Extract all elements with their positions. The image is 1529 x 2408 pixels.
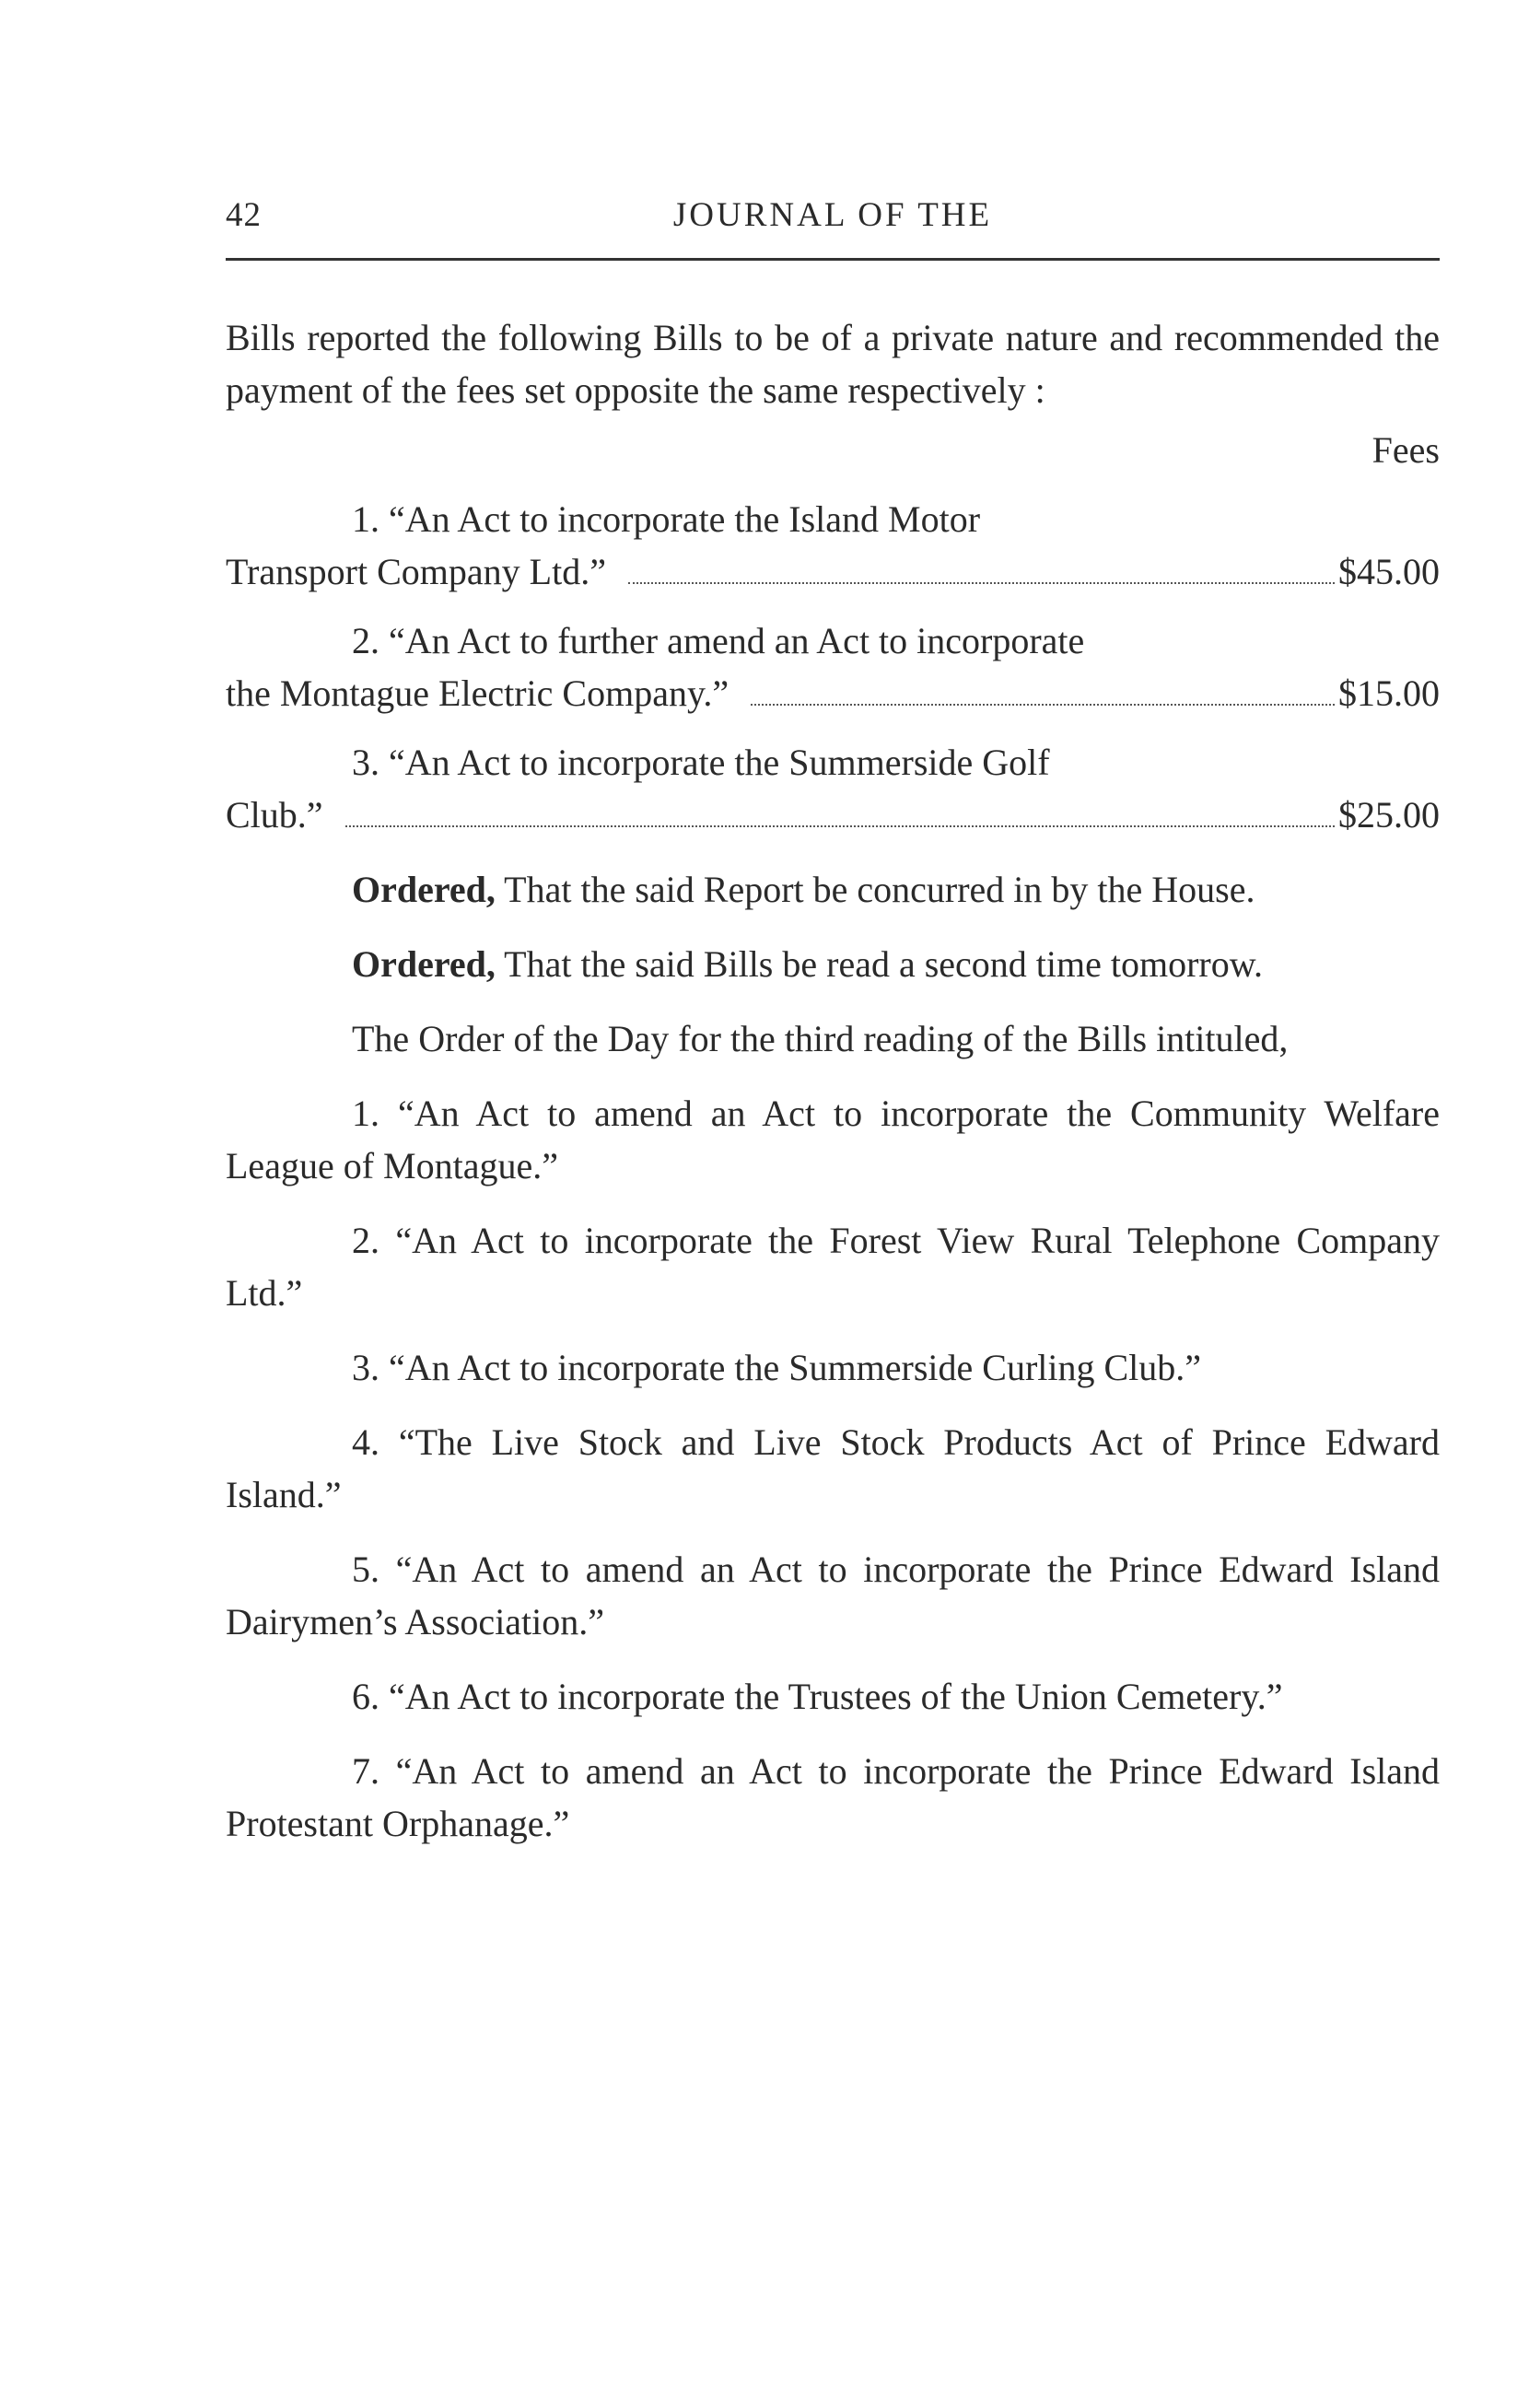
ordered-text: That the said Report be concurred in by the House. (495, 869, 1255, 910)
page-number: 42 (226, 196, 262, 234)
intro-paragraph: Bills reported the following Bills to be of a private nature and recommended the payment of the fees set opposite the same respectively : (226, 317, 1440, 411)
bill-item: 2. “An Act to incorporate the Forest View Rural Telephone Company Ltd.” (226, 1220, 1440, 1314)
fee-item-title-continued: Club.” (226, 794, 323, 836)
dot-leader (628, 581, 1335, 584)
ordered-second-reading-paragraph (226, 938, 1440, 990)
ordered-text: That the said Bills be read a second time tomorrow. (495, 943, 1264, 985)
fee-item-title: 3. “An Act to incorporate the Summerside Golf (352, 742, 1050, 783)
bill-item: 3. “An Act to incorporate the Summerside Curling Club.” (352, 1347, 1202, 1388)
fee-amount: $45.00 (1338, 551, 1440, 592)
header-rule (226, 258, 1440, 261)
bill-item: 4. “The Live Stock and Live Stock Products Act of Prince Edward Island.” (226, 1421, 1440, 1515)
fee-item-title: 1. “An Act to incorporate the Island Motor (352, 498, 981, 540)
fee-item (226, 493, 1440, 598)
fee-item-title-continued: Transport Company Ltd.” (226, 551, 606, 592)
page-body (226, 311, 1440, 1850)
bill-item: 6. “An Act to incorporate the Trustees of the Union Cemetery.” (352, 1676, 1283, 1717)
bill-item: 1. “An Act to amend an Act to incorporate the Community Welfare League of Montague.” (226, 1093, 1440, 1186)
ordered-label: Ordered, (352, 943, 496, 985)
fee-item-title: 2. “An Act to further amend an Act to incorporate (352, 620, 1085, 661)
fee-item (226, 614, 1440, 719)
running-title: JOURNAL OF THE (672, 196, 993, 234)
dot-leader (345, 824, 1335, 827)
bill-item: 5. “An Act to amend an Act to incorporate the Prince Edward Island Dairymen’s Association.” (226, 1549, 1440, 1642)
fee-item (226, 736, 1440, 841)
fee-amount: $25.00 (1338, 794, 1440, 836)
bill-item: 7. “An Act to amend an Act to incorporate the Prince Edward Island Protestant Orphanage.” (226, 1750, 1440, 1844)
fee-amount: $15.00 (1338, 672, 1440, 714)
ordered-report-paragraph (226, 863, 1440, 916)
fees-heading: Fees (1371, 429, 1440, 471)
ordered-label: Ordered, (352, 869, 496, 910)
page-header (226, 195, 1440, 251)
fee-item-title-continued: the Montague Electric Company.” (226, 672, 729, 714)
dot-leader (751, 703, 1335, 706)
order-of-day-paragraph: The Order of the Day for the third reading of the Bills intituled, (352, 1018, 1289, 1059)
